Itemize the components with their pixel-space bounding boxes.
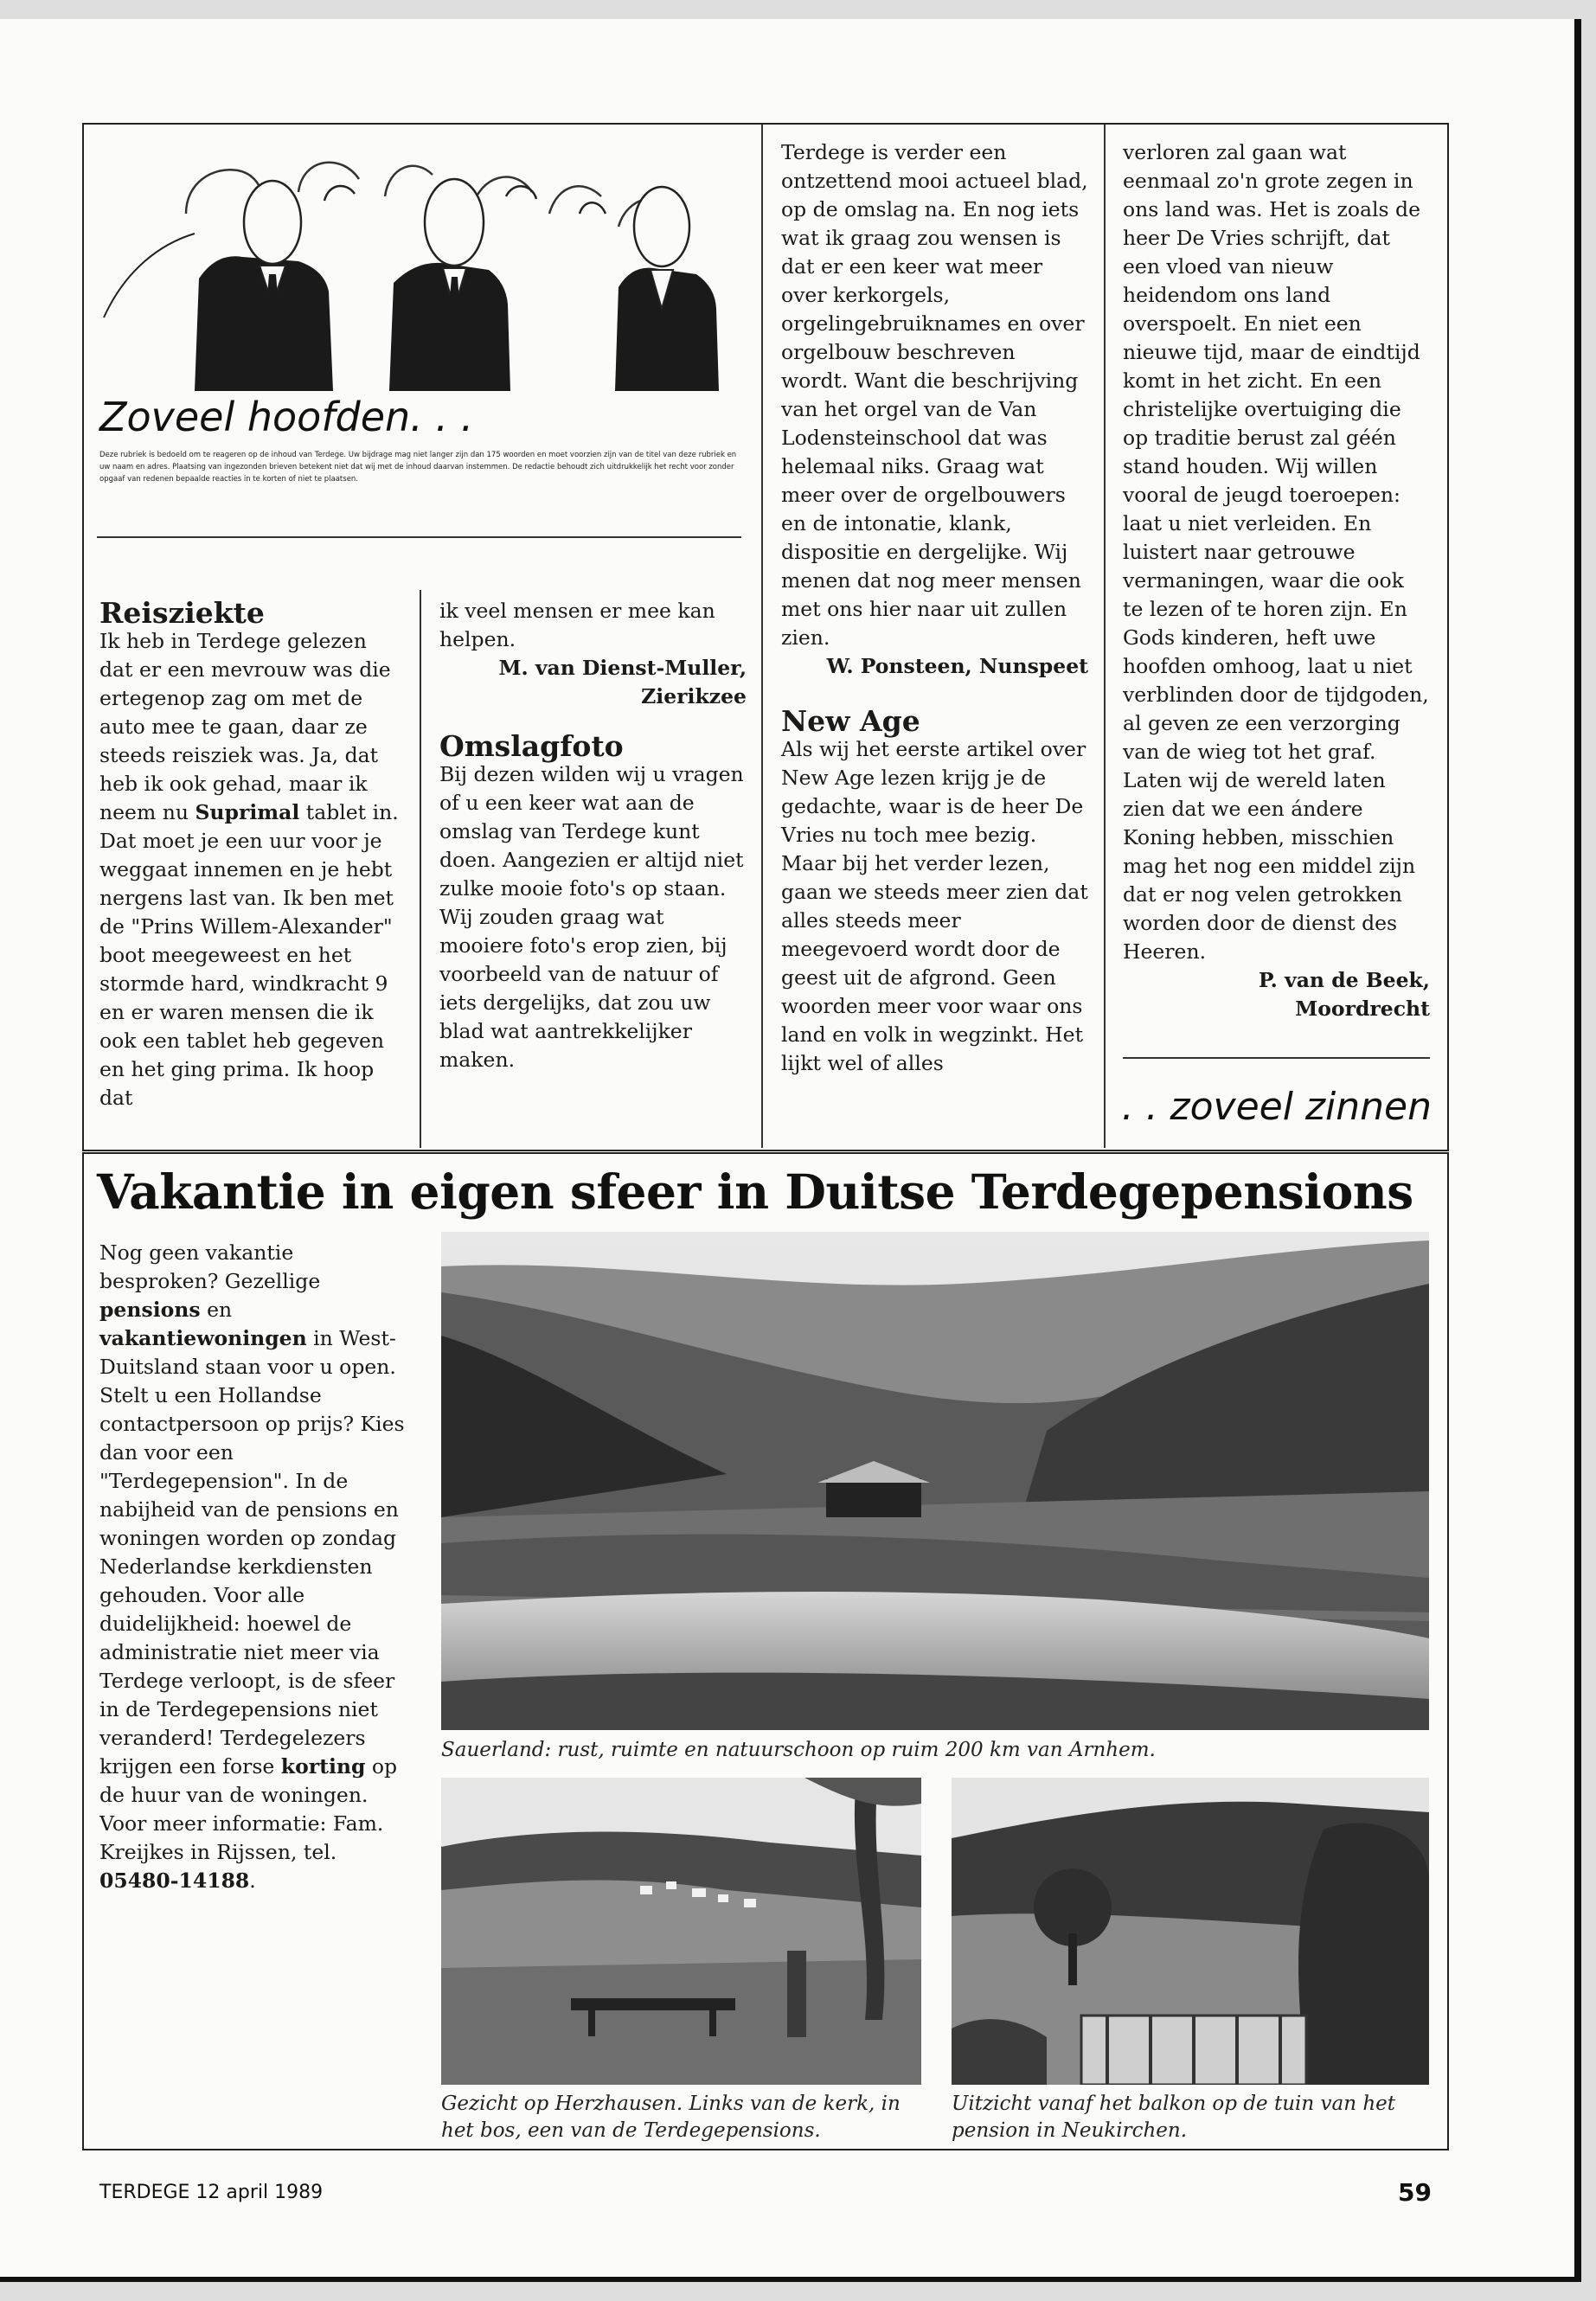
- letter-body: Ik heb in Terdege gelezen dat er een mevrouw was die ertegenop zag om met de auto mee te gaan, daar ze steeds reisziek was. Ja, dat heb ik ook gehad, maar ik neem nu Suprimal tablet in. Dat moet je een uur voor je weggaat innemen en je hebt nergens last van. Ik ben met de "Prins Willem-Alexander" boot meegeweest en het stormde hard, windkracht 9 en er waren mensen die ik ook een tablet heb gegeven en het ging prima. Ik hoop dat: [99, 629, 399, 1110]
- brand-name: Suprimal: [195, 800, 300, 824]
- highlight-woningen: vakantiewoningen: [99, 1326, 307, 1350]
- magazine-page: [0, 19, 1581, 2282]
- article-headline: Vakantie in eigen sfeer in Duitse Terdegepensions: [97, 1163, 1413, 1220]
- letter-body-continued: verloren zal gaan wat eenmaal zo'n grote zegen in ons land was. Het is zoals de heer De Vries schrijft, dat een vloed van nieuw heidendom ons land overspoelt. En niet een nieuwe tijd, maar de eindtijd komt in het zicht. En een christelijke overtuiging die op traditie berust zal géén stand houden. Wij willen vooral de jeugd toeroepen: laat u niet verleiden. En luistert naar getrouwe vermaningen, waar die ook te lezen of te horen zijn. En Gods kinderen, heft uwe hoofden omhoog, laat u niet verblinden door de tijdgoden, al geven ze een verzorging van de wieg tot het graf. Laten wij de wereld laten zien dat we een ándere Koning hebben, misschien mag het nog een middel zijn dat er nog velen getrokken worden door de dienst des Heeren.: [1123, 140, 1429, 964]
- letter-heading: Omslagfoto: [439, 729, 624, 763]
- letter-signature: P. van de Beek,: [1258, 968, 1430, 992]
- letter-body: Als wij het eerste artikel over New Age lezen krijg je de gedachte, waar is de heer De Vries nu toch mee bezig. Maar bij het verder lezen, gaan we steeds meer zien dat alles steeds meer meegevoerd wordt door de geest uit de afgrond. Geen woorden meer voor waar ons land en volk in wegzinkt. Het lijkt wel of alles: [781, 737, 1088, 1075]
- column-2: [439, 597, 747, 1074]
- closing-rule: [1123, 1057, 1430, 1059]
- letter-signature-place: Moordrecht: [1295, 997, 1430, 1021]
- article-body: Nog geen vakantie besproken? Gezellige pensions en vakantiewoningen in West-Duitsland staan voor u open. Stelt u een Hollandse contactpersoon op prijs? Kies dan voor een "Terdegepension". In de nabijheid van de pensions en woningen worden op zondag Nederlandse kerkdiensten gehouden. Voor alle duidelijkheid: hoewel de administratie niet meer via Terdege verloopt, is de sfeer in de Terdegepensions niet veranderd! Terdegelezers krijgen een forse korting op de huur van de woningen. Voor meer informatie: Fam. Kreijkes in Rijssen, tel. 05480-14188.: [99, 1240, 405, 1893]
- header-rule: [97, 536, 741, 538]
- caption-main-photo: Sauerland: rust, ruimte en natuurschoon op ruim 200 km van Arnhem.: [441, 1739, 1156, 1761]
- heads-illustration: [99, 131, 744, 391]
- phone-number: 05480-14188: [99, 1868, 250, 1893]
- column-4: [1123, 138, 1430, 1023]
- photo-sauerland-lake: [441, 1232, 1429, 1730]
- letter-signature-place: Zierikzee: [641, 684, 747, 708]
- highlight-pensions: pensions: [99, 1298, 201, 1322]
- column-3: [781, 138, 1088, 1078]
- letter-signature: W. Ponsteen, Nunspeet: [826, 654, 1088, 678]
- caption-neukirchen: Uitzicht vanaf het balkon op de tuin van het pension in Neukirchen.: [952, 2093, 1395, 2142]
- column-divider: [420, 590, 421, 1148]
- letter-reisziekte: [99, 596, 402, 1112]
- letter-heading: Reisziekte: [99, 596, 265, 630]
- column-divider: [761, 125, 763, 1148]
- rubric-title: Zoveel hoofden. . .: [99, 394, 474, 440]
- letter-heading: New Age: [781, 704, 920, 738]
- closing-title: . . zoveel zinnen: [1121, 1085, 1432, 1129]
- letter-signature: M. van Dienst-Muller,: [498, 656, 747, 680]
- photo-herzhausen: [441, 1778, 921, 2085]
- footer-publication: TERDEGE 12 april 1989: [99, 2182, 324, 2203]
- photo-neukirchen: [952, 1778, 1429, 2085]
- highlight-korting: korting: [280, 1754, 366, 1779]
- column-divider: [1104, 125, 1106, 1148]
- caption-herzhausen: Gezicht op Herzhausen. Links van de kerk, in het bos, een van de Terdegepensions.: [441, 2093, 901, 2142]
- letter-body-continued: ik veel mensen er mee kan helpen.: [439, 599, 715, 651]
- page-number: 59: [1398, 2178, 1432, 2207]
- rubric-intro: Deze rubriek is bedoeld om te reageren op de inhoud van Terdege. Uw bijdrage mag niet langer zijn dan 175 woorden en moet voorzien zijn van de titel van deze rubriek en uw naam en adres. Plaatsing van ingezonden brieven betekent niet dat wij met de inhoud daarvan instemmen. De redactie behoudt zich uitdrukkelijk het recht voor zonder opgaaf van redenen bepaalde reacties in te korten of niet te plaatsen.: [99, 451, 737, 484]
- letter-body: Bij dezen wilden wij u vragen of u een keer wat aan de omslag van Terdege kunt doen. Aangezien er altijd niet zulke mooie foto's op staan. Wij zouden graag wat mooiere foto's erop zien, bij voorbeeld van de natuur of iets dergelijks, dat zou uw blad wat aantrekkelijker maken.: [439, 762, 744, 1072]
- letter-body: Terdege is verder een ontzettend mooi actueel blad, op de omslag na. En nog iets wat ik graag zou wensen is dat er een keer wat meer over kerkorgels, orgelingebruiknames en over orgelbouw beschreven wordt. Want die beschrijving van het orgel van de Van Lodensteinschool dat was helemaal niks. Graag wat meer over de orgelbouwers en de intonatie, klank, dispositie en dergelijke. Wij menen dat nog meer mensen met ons hier naar uit zullen zien.: [781, 140, 1088, 650]
